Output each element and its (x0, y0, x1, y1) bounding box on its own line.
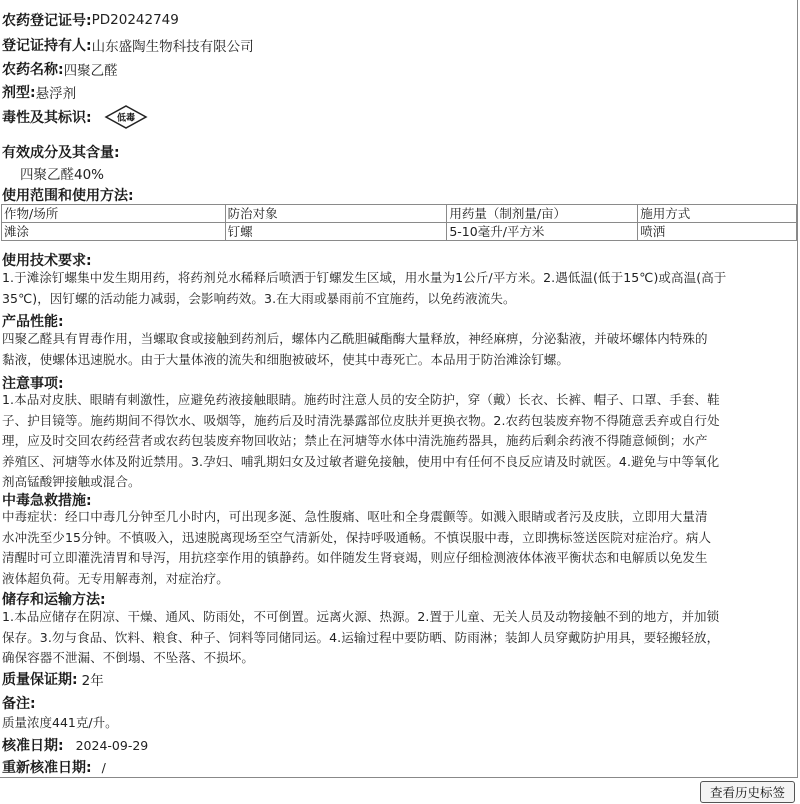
reg-no-value: PD20242749 (91, 12, 179, 28)
text-line: 四聚乙醛具有胃毒作用，当螺取食或接触到药剂后，螺体内乙酰胆碱酯酶大量释放，神经麻痹，分泌黏液，并破坏螺体内特殊的 (2, 331, 708, 346)
approval-date-row (2, 735, 148, 755)
ingredient-value: 四聚乙醛40% (20, 167, 105, 183)
formulation-label: 剂型: (2, 85, 36, 101)
usage-label: 使用范围和使用方法: (2, 188, 134, 204)
reg-no-label: 农药登记证号: (2, 13, 92, 29)
performance-label: 产品性能: (2, 314, 64, 330)
performance-text (2, 329, 794, 370)
text-line: 剂高锰酸钾接触或混合。 (2, 474, 141, 489)
usage-label-row (2, 185, 134, 205)
toxicity-badge-text: 低毒 (116, 113, 135, 124)
name-label: 农药名称: (2, 62, 64, 78)
remarks-value: 质量浓度441克/升。 (2, 715, 118, 730)
reapproval-date-row (2, 757, 106, 777)
usage-header-cell: 防治对象 (225, 205, 447, 223)
precautions-label: 注意事项: (2, 376, 64, 392)
usage-data-row (2, 223, 797, 241)
tech-label: 使用技术要求: (2, 253, 92, 269)
usage-cell: 钉螺 (225, 223, 447, 241)
text-line: 子、护目镜等。施药期间不得饮水、吸烟等，施药后及时清洗暴露部位皮肤并更换衣物。2.农药包装废弃物不得随意丢弃或自行处 (2, 412, 720, 428)
name-row (2, 59, 118, 79)
text-line: 养殖区、河塘等水体及附近禁用。3.孕妇、哺乳期妇女及过敏者避免接触，使用中有任何不良反应请及时就医。4.避免与中等氧化 (2, 453, 720, 469)
usage-header-row (2, 205, 797, 223)
reapproval-date-label: 重新核准日期: (2, 760, 92, 776)
storage-text (2, 607, 794, 669)
tech-label-row (2, 250, 92, 270)
text-line: 理，应及时交回农药经营者或农药包装废弃物回收站；禁止在河塘等水体中清洗施药器具，施药后剩余药液不得随意倾倒；水产 (2, 433, 708, 448)
usage-header-cell: 作物/场所 (2, 205, 226, 223)
text-line: 保存。3.勿与食品、饮料、粮食、种子、饲料等同储同运。4.运输过程中要防晒、防雨淋；装卸人员穿戴防护用具，要轻搬轻放， (2, 629, 720, 645)
text-line: 液体超负荷。无专用解毒剂，对症治疗。 (2, 570, 229, 586)
text-line: 确保容器不泄漏、不倒塌、不坠落、不损坏。 (2, 650, 255, 665)
reapproval-date-value: / (101, 759, 106, 775)
approval-date-value: 2024-09-29 (75, 737, 149, 753)
usage-cell: 滩涂 (2, 223, 226, 241)
first-aid-label: 中毒急救措施: (2, 493, 92, 509)
formulation-value: 悬浮剂 (35, 86, 77, 102)
view-history-label-button[interactable]: 查看历史标签 (700, 781, 795, 803)
text-line: 中毒症状：经口中毒几分钟至几小时内，可出现多涎、急性腹痛、呕吐和全身震颤等。如溅入眼睛或者污及皮肤，立即用大量清 (2, 509, 708, 524)
holder-row (2, 35, 254, 55)
text-line: 1.本品对皮肤、眼睛有刺激性，应避免药液接触眼睛。施药时注意人员的安全防护，穿（戴）长衣、长裤、帽子、口罩、手套、鞋 (2, 392, 720, 407)
holder-value: 山东盛陶生物科技有限公司 (91, 39, 254, 55)
approval-date-label: 核准日期: (2, 738, 64, 754)
reg-no-row (2, 10, 179, 30)
remarks-label: 备注: (2, 696, 36, 712)
text-line: 1.本品应储存在阴凉、干燥、通风、防雨处，不可倒置。远离火源、热源。2.置于儿童、无关人员及动物接触不到的地方，并加锁 (2, 609, 720, 624)
text-line: 35℃)，因钉螺的活动能力减弱，会影响药效。3.在大雨或暴雨前不宜施药，以免药液流失。 (2, 290, 516, 306)
text-line: 1.于滩涂钉螺集中发生期用药，将药剂兑水稀释后喷洒于钉螺发生区域，用水量为1公斤/平方米。2.遇低温(低于15℃)或高温(高于 (2, 270, 727, 285)
toxicity-label: 毒性及其标识: (2, 110, 92, 126)
remarks-label-row (2, 693, 36, 713)
usage-table (1, 204, 797, 241)
ingredient-label: 有效成分及其含量: (2, 145, 120, 161)
precautions-text (2, 390, 794, 493)
ingredient-value-row (20, 163, 104, 183)
text-line: 水冲洗至少15分钟。不慎吸入，迅速脱离现场至空气清新处，保持呼吸通畅。不慎误服中毒，立即携标签送医院对症治疗。病人 (2, 529, 712, 545)
storage-label-row (2, 589, 106, 609)
warranty-row (2, 669, 104, 689)
storage-label: 储存和运输方法: (2, 592, 106, 608)
text-line: 黏液，使螺体迅速脱水。由于大量体液的流失和细胞被破坏，使其中毒死亡。本品用于防治滩涂钉螺。 (2, 351, 570, 367)
text-line: 清醒时可立即灌洗清胃和导泻，用抗痉挛作用的镇静药。如伴随发生肾衰竭，则应仔细检测液体体液平衡状态和电解质以免发生 (2, 550, 708, 565)
first-aid-text (2, 507, 794, 589)
toxicity-row (2, 104, 148, 130)
usage-cell: 喷洒 (638, 223, 797, 241)
usage-cell: 5-10毫升/平方米 (447, 223, 638, 241)
remarks-value-row (2, 713, 118, 731)
formulation-row (2, 82, 76, 102)
usage-header-cell: 施用方式 (638, 205, 797, 223)
performance-label-row (2, 311, 64, 331)
usage-header-cell: 用药量（制剂量/亩） (447, 205, 638, 223)
ingredient-label-row (2, 142, 120, 162)
warranty-value: 2年 (81, 673, 104, 689)
holder-label: 登记证持有人: (2, 38, 92, 54)
tech-text (2, 268, 794, 309)
warranty-label: 质量保证期: (2, 672, 78, 688)
toxicity-badge-icon (104, 104, 148, 130)
name-value: 四聚乙醛 (63, 63, 118, 79)
